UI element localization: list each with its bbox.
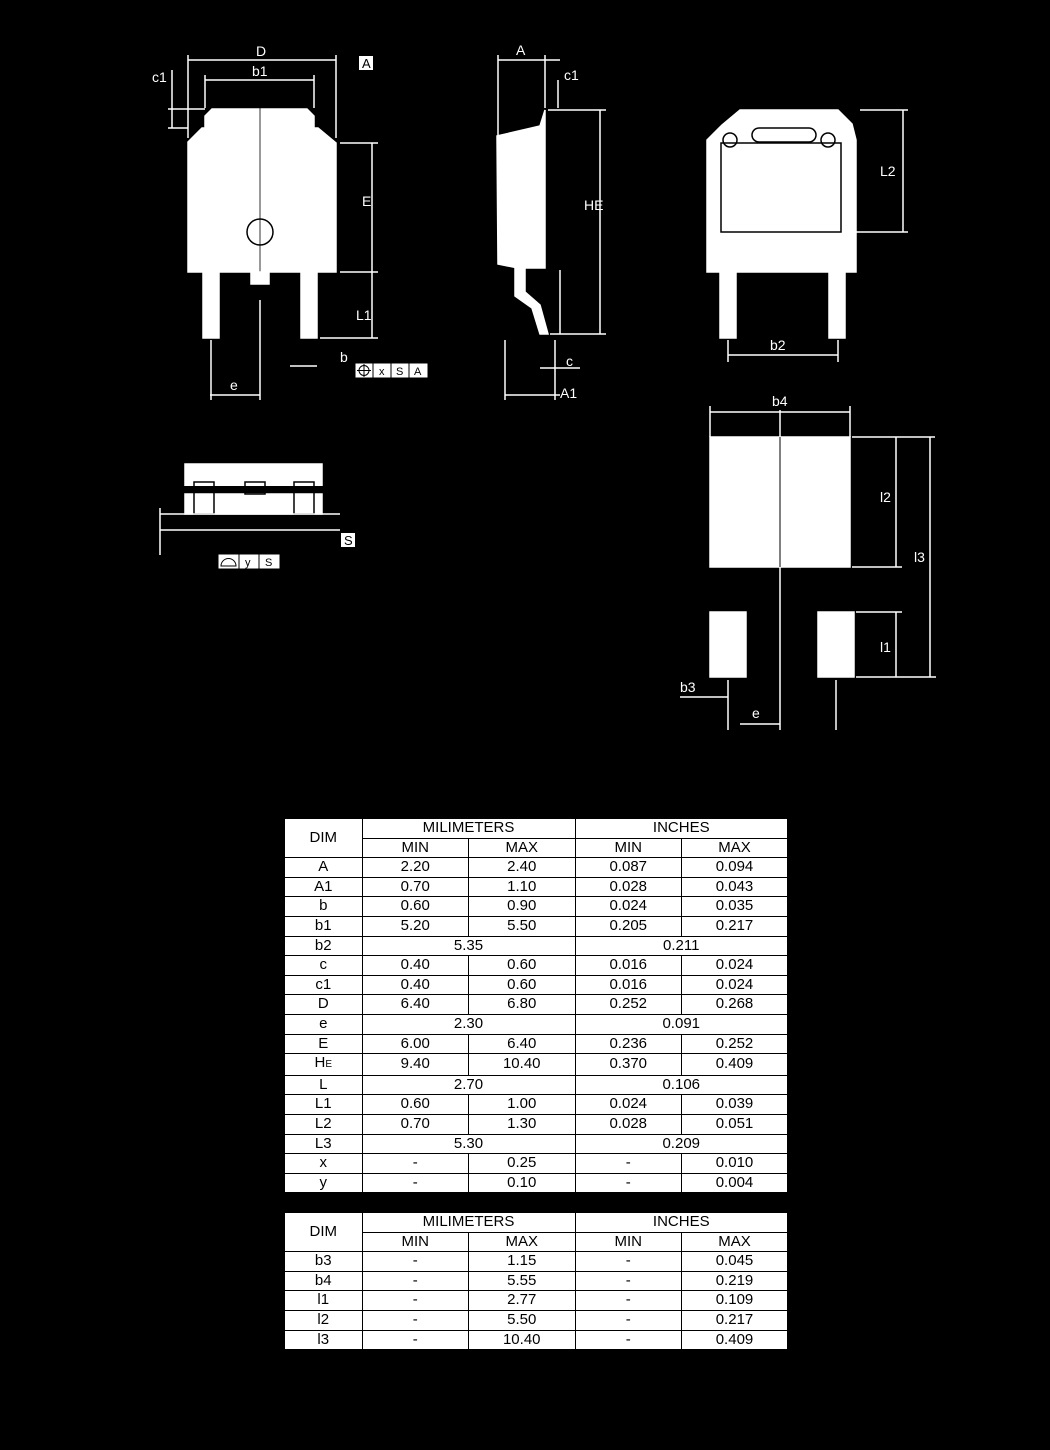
dim-symbol: D — [317, 995, 329, 1013]
table-row — [284, 877, 788, 897]
in-min-cell: 0.205 — [575, 916, 682, 936]
table-row — [284, 1075, 788, 1095]
mm-min-cell: 5.20 — [362, 916, 469, 936]
in-max-cell: 0.035 — [682, 897, 789, 917]
dim-cell — [284, 1114, 362, 1134]
mm-max-cell: 0.60 — [469, 956, 576, 976]
mm-max-cell: 0.90 — [469, 897, 576, 917]
mm-nominal-cell: 5.30 — [362, 1134, 575, 1154]
header-mm-max: MAX — [469, 838, 576, 858]
in-max-cell: 0.010 — [682, 1154, 789, 1174]
mm-max-cell: 5.55 — [469, 1271, 576, 1291]
mm-min-cell: 9.40 — [362, 1054, 469, 1076]
dim-symbol: L2 — [314, 1114, 332, 1132]
mm-max-cell: 5.50 — [469, 916, 576, 936]
mm-max-cell: 1.00 — [469, 1095, 576, 1115]
header-millimeters: MILIMETERS — [362, 818, 575, 838]
tolerance-y-value: y — [245, 557, 251, 569]
in-max-cell: 0.252 — [682, 1034, 789, 1054]
bottom-view — [707, 110, 908, 362]
mm-nominal-cell: 2.30 — [362, 1014, 575, 1034]
table-row — [284, 956, 788, 976]
in-min-cell: - — [575, 1252, 682, 1272]
dim-symbol: l3 — [317, 1330, 330, 1348]
in-min-cell: 0.028 — [575, 1114, 682, 1134]
dim-cell — [284, 1134, 362, 1154]
in-min-cell: - — [575, 1173, 682, 1193]
dim-symbol: H — [314, 1054, 326, 1072]
in-max-cell: 0.409 — [682, 1330, 789, 1350]
dim-cell — [284, 1034, 362, 1054]
datum-a-label: A — [362, 56, 371, 71]
table-row — [284, 1154, 788, 1174]
header-dim: DIM — [284, 818, 362, 858]
mm-min-cell: - — [362, 1252, 469, 1272]
in-min-cell: 0.016 — [575, 956, 682, 976]
tolerance-x-datum2: A — [414, 366, 422, 378]
label-HE: HE — [584, 197, 604, 213]
label-b1: b1 — [252, 63, 268, 79]
mm-min-cell: 6.00 — [362, 1034, 469, 1054]
header-mm-min: MIN — [362, 1232, 469, 1252]
table-row — [284, 1095, 788, 1115]
table-row — [284, 916, 788, 936]
dim-symbol: b3 — [314, 1252, 332, 1270]
label-b3: b3 — [680, 679, 696, 695]
mm-min-cell: - — [362, 1271, 469, 1291]
in-max-cell: 0.004 — [682, 1173, 789, 1193]
dim-symbol: b2 — [314, 936, 332, 954]
header-in-min: MIN — [575, 838, 682, 858]
dim-symbol: c1 — [315, 975, 332, 993]
dim-cell — [284, 877, 362, 897]
label-A1: A1 — [560, 385, 578, 401]
label-e-pad: e — [752, 705, 760, 721]
mm-min-cell: - — [362, 1154, 469, 1174]
in-min-cell: 0.024 — [575, 1095, 682, 1115]
mm-max-cell: 0.10 — [469, 1173, 576, 1193]
table-row — [284, 995, 788, 1015]
mm-max-cell: 0.60 — [469, 975, 576, 995]
header-in-max: MAX — [682, 838, 789, 858]
dim-symbol: L1 — [314, 1095, 332, 1113]
header-in-min: MIN — [575, 1232, 682, 1252]
header-mm-max: MAX — [469, 1232, 576, 1252]
dim-cell — [284, 995, 362, 1015]
table-row — [284, 897, 788, 917]
dim-cell — [284, 1291, 362, 1311]
dim-symbol: b — [319, 897, 328, 915]
mm-max-cell: 6.80 — [469, 995, 576, 1015]
mm-min-cell: 0.60 — [362, 897, 469, 917]
label-E: E — [362, 193, 372, 209]
dim-cell — [284, 916, 362, 936]
dim-symbol: E — [318, 1034, 329, 1052]
in-nominal-cell: 0.209 — [575, 1134, 788, 1154]
in-max-cell: 0.051 — [682, 1114, 789, 1134]
dimensions-table-main — [283, 817, 789, 1194]
dim-cell — [284, 1330, 362, 1350]
dim-cell — [284, 1075, 362, 1095]
tolerance-x-value: x — [379, 366, 385, 378]
dim-symbol: e — [319, 1014, 328, 1032]
mm-nominal-cell: 2.70 — [362, 1075, 575, 1095]
mm-min-cell: 0.70 — [362, 1114, 469, 1134]
in-max-cell: 0.039 — [682, 1095, 789, 1115]
table-row — [284, 1054, 788, 1076]
dim-symbol: L3 — [314, 1134, 332, 1152]
mm-max-cell: 2.77 — [469, 1291, 576, 1311]
table-row — [284, 1114, 788, 1134]
in-min-cell: - — [575, 1291, 682, 1311]
mm-min-cell: - — [362, 1330, 469, 1350]
tolerance-frame-x — [355, 363, 428, 378]
in-nominal-cell: 0.091 — [575, 1014, 788, 1034]
in-max-cell: 0.024 — [682, 956, 789, 976]
mm-min-cell: 2.20 — [362, 858, 469, 878]
dim-cell — [284, 1252, 362, 1272]
tolerance-y-datum1: S — [265, 557, 273, 569]
in-min-cell: 0.252 — [575, 995, 682, 1015]
header-dim: DIM — [284, 1212, 362, 1252]
dim-cell — [284, 897, 362, 917]
label-l1: l1 — [880, 639, 891, 655]
tolerance-x-datum1: S — [396, 366, 404, 378]
mm-min-cell: 0.60 — [362, 1095, 469, 1115]
datum-s-label: S — [344, 533, 353, 548]
table-row — [284, 1014, 788, 1034]
mm-min-cell: 0.40 — [362, 956, 469, 976]
mm-max-cell: 6.40 — [469, 1034, 576, 1054]
in-min-cell: 0.236 — [575, 1034, 682, 1054]
in-max-cell: 0.217 — [682, 916, 789, 936]
table-row — [284, 1310, 788, 1330]
dim-cell — [284, 936, 362, 956]
in-max-cell: 0.045 — [682, 1252, 789, 1272]
in-min-cell: 0.016 — [575, 975, 682, 995]
table-row — [284, 1173, 788, 1193]
table-row — [284, 936, 788, 956]
dim-symbol: c — [319, 956, 327, 974]
mm-max-cell: 0.25 — [469, 1154, 576, 1174]
header-inches: INCHES — [575, 818, 788, 838]
label-c: c — [566, 353, 573, 369]
dim-symbol: A1 — [314, 877, 333, 895]
table-row — [284, 1291, 788, 1311]
dim-cell — [284, 858, 362, 878]
dim-cell — [284, 1014, 362, 1034]
footprint-view — [680, 406, 936, 730]
header-in-max: MAX — [682, 1232, 789, 1252]
in-min-cell: - — [575, 1330, 682, 1350]
label-l3: l3 — [914, 549, 925, 565]
table-row — [284, 1330, 788, 1350]
in-min-cell: 0.028 — [575, 877, 682, 897]
header-millimeters: MILIMETERS — [362, 1212, 575, 1232]
label-L2: L2 — [880, 163, 896, 179]
dim-cell — [284, 1310, 362, 1330]
table-row — [284, 1034, 788, 1054]
dim-cell — [284, 975, 362, 995]
in-max-cell: 0.217 — [682, 1310, 789, 1330]
in-max-cell: 0.409 — [682, 1054, 789, 1076]
mm-max-cell: 10.40 — [469, 1054, 576, 1076]
in-max-cell: 0.109 — [682, 1291, 789, 1311]
mm-nominal-cell: 5.35 — [362, 936, 575, 956]
mm-min-cell: - — [362, 1173, 469, 1193]
dimensions-table-footprint — [283, 1211, 789, 1351]
dim-symbol: x — [319, 1154, 327, 1172]
label-c1-top: c1 — [152, 69, 167, 85]
mm-min-cell: 6.40 — [362, 995, 469, 1015]
dim-cell — [284, 1173, 362, 1193]
label-b: b — [340, 349, 348, 365]
in-max-cell: 0.268 — [682, 995, 789, 1015]
dim-symbol: l2 — [317, 1310, 330, 1328]
in-min-cell: - — [575, 1271, 682, 1291]
dim-cell — [284, 1054, 362, 1076]
table-row — [284, 858, 788, 878]
in-max-cell: 0.219 — [682, 1271, 789, 1291]
in-max-cell: 0.024 — [682, 975, 789, 995]
dim-cell — [284, 956, 362, 976]
label-A-side: A — [516, 42, 526, 58]
in-nominal-cell: 0.211 — [575, 936, 788, 956]
dim-symbol: L — [319, 1075, 328, 1093]
mm-max-cell: 1.10 — [469, 877, 576, 897]
in-max-cell: 0.094 — [682, 858, 789, 878]
table-row — [284, 975, 788, 995]
side-view — [497, 55, 606, 400]
header-mm-min: MIN — [362, 838, 469, 858]
in-min-cell: 0.370 — [575, 1054, 682, 1076]
mm-max-cell: 1.15 — [469, 1252, 576, 1272]
dim-subscript: E — [325, 1059, 332, 1071]
dim-symbol: A — [318, 858, 329, 876]
dim-cell — [284, 1095, 362, 1115]
in-min-cell: 0.024 — [575, 897, 682, 917]
mm-max-cell: 1.30 — [469, 1114, 576, 1134]
header-inches: INCHES — [575, 1212, 788, 1232]
label-e: e — [230, 377, 238, 393]
label-c1-side: c1 — [564, 67, 579, 83]
mm-min-cell: 0.70 — [362, 877, 469, 897]
dim-cell — [284, 1154, 362, 1174]
dim-symbol: b4 — [314, 1271, 332, 1289]
dim-cell — [284, 1271, 362, 1291]
in-nominal-cell: 0.106 — [575, 1075, 788, 1095]
label-D: D — [256, 43, 267, 59]
in-min-cell: 0.087 — [575, 858, 682, 878]
table-row — [284, 1271, 788, 1291]
mm-min-cell: - — [362, 1310, 469, 1330]
mm-max-cell: 5.50 — [469, 1310, 576, 1330]
mm-min-cell: - — [362, 1291, 469, 1311]
dim-symbol: y — [319, 1173, 327, 1191]
table-row — [284, 1252, 788, 1272]
in-min-cell: - — [575, 1154, 682, 1174]
label-b2: b2 — [770, 337, 786, 353]
tolerance-frame-y — [218, 554, 280, 569]
table-row — [284, 1134, 788, 1154]
label-l2: l2 — [880, 489, 891, 505]
mm-min-cell: 0.40 — [362, 975, 469, 995]
label-L1: L1 — [356, 307, 372, 323]
end-view — [160, 464, 340, 555]
label-b4: b4 — [772, 393, 788, 409]
in-max-cell: 0.043 — [682, 877, 789, 897]
dim-symbol: l1 — [317, 1291, 330, 1309]
dim-symbol: b1 — [314, 916, 332, 934]
mm-max-cell: 10.40 — [469, 1330, 576, 1350]
mm-max-cell: 2.40 — [469, 858, 576, 878]
in-min-cell: - — [575, 1310, 682, 1330]
